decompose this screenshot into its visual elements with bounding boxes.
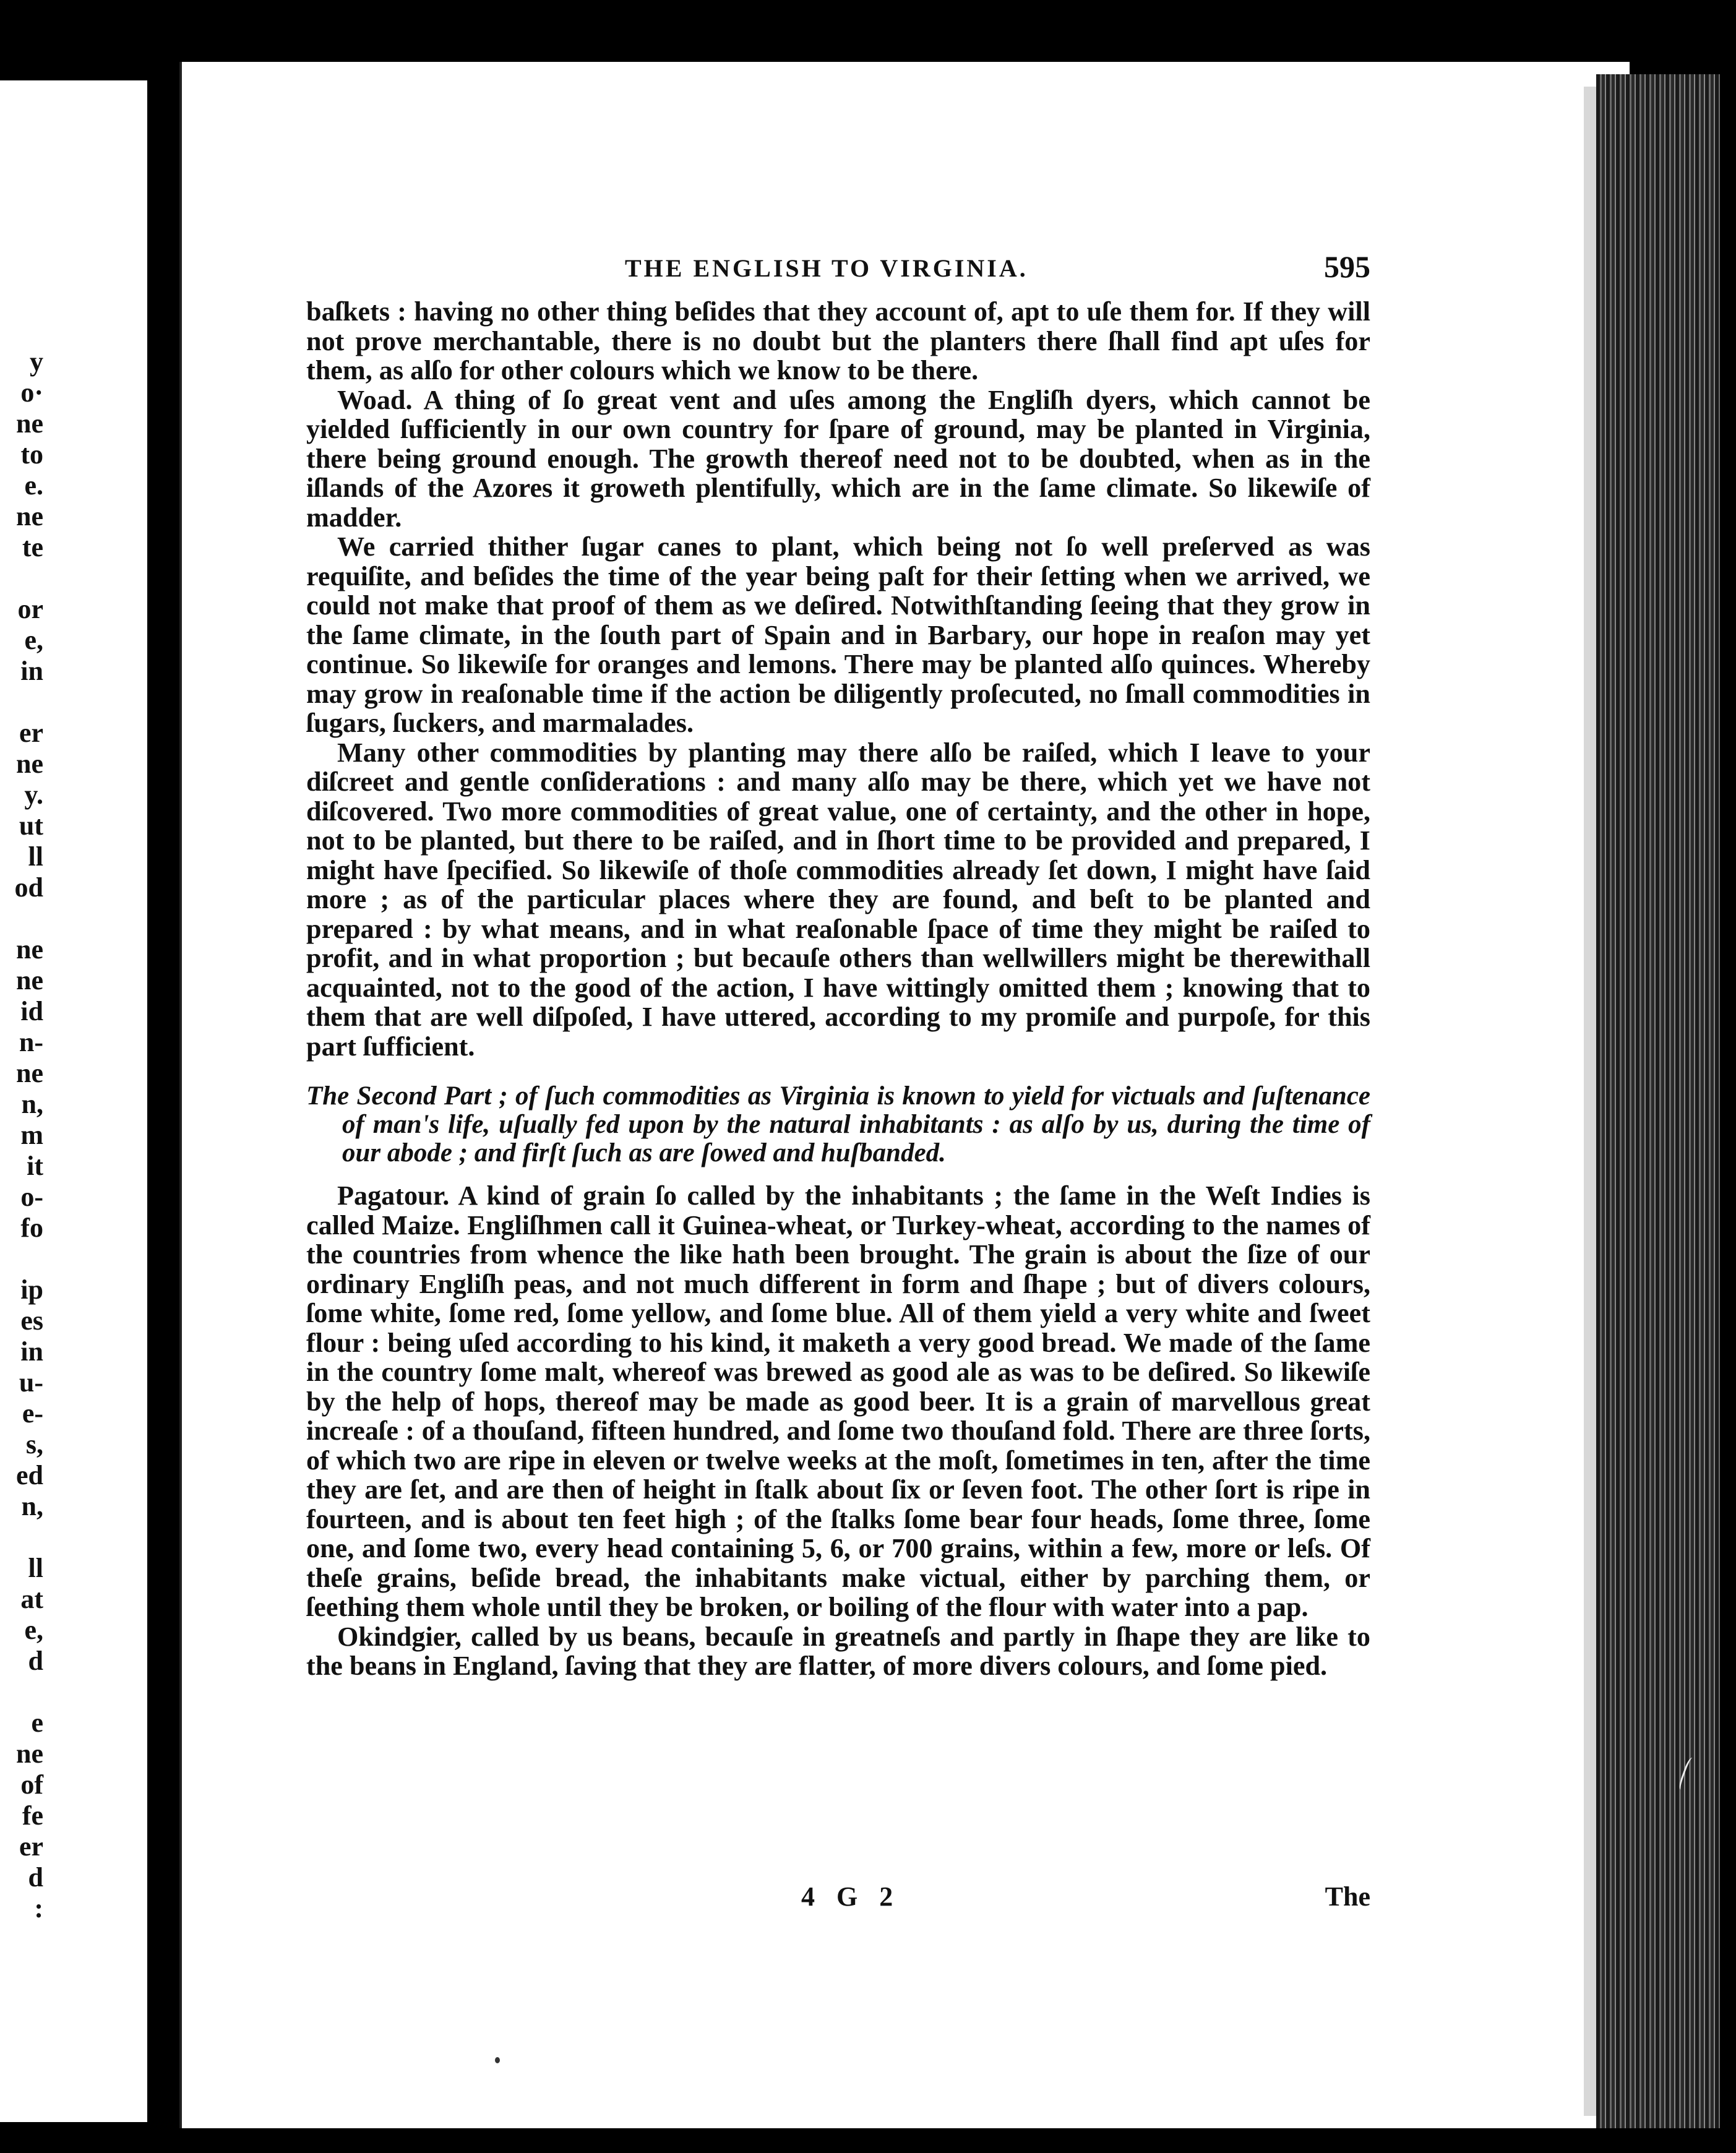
paragraph-other-commodities: Many other commodities by planting may there alſo be raiſed, which I leave to your diſcreet and gentle conſiderations : and many alſo may be there, which yet we have not diſcovered. Two more commodities of great value, one of certainty, and the other in hope, not to be planted, but there to be raiſed, and in ſhort time to be provided and prepared, I might have ſpecified. So likewiſe of thoſe commodities already ſet down, I might have ſaid more ; as of the particular places where they are found, and beſt to be planted and prepared : by what means, and in what reaſonable ſpace of time they might be raiſed to profit, and in what proportion ; but becauſe others than wellwillers might be therewithall acquainted, not to the good of the action, I have wittingly omitted them ; knowing that to them that are well diſpoſed, I have uttered, according to my promiſe and purpoſe, for this part ſufficient. [306, 737, 1370, 1062]
left-page-fragment [0, 1677, 43, 1708]
left-page-fragment: ll [28, 1553, 43, 1583]
left-page-fragment: y [30, 346, 43, 377]
left-page-fragment: es [20, 1305, 43, 1336]
left-page-fragment [0, 1244, 43, 1274]
left-page-fragment: y. [24, 780, 43, 810]
left-page-fragment: or [17, 594, 43, 624]
signature-mark: 4 G 2 [801, 1881, 901, 1912]
left-page-fragment [0, 687, 43, 718]
left-page-fragment: ll [28, 841, 43, 872]
left-page-fragment: ne [16, 749, 43, 779]
section-heading: The Second Part ; of ſuch commodities as Virginia is known to yield for victuals and ſuſtenance of man's life, uſually fed upon by the natural inhabitants : as alſo by us, during the time of our abode ; and firſt ſuch as are ſowed and huſbanded. [306, 1081, 1370, 1167]
left-page-fragment: d [28, 1646, 43, 1676]
left-page-fragment: ed [16, 1460, 43, 1490]
left-page-fragment: fe [22, 1800, 43, 1831]
left-page-fragment: e- [22, 1398, 43, 1429]
left-page-fragment: to [20, 439, 43, 470]
left-page-fragment: id [20, 996, 43, 1026]
page-block-edges [1596, 74, 1720, 2128]
left-page-fragment: e [31, 1708, 43, 1738]
paragraph-okindgier: Okindgier, called by us beans, becauſe in greatneſs and partly in ſhape they are like to the beans in England, ſaving that they are flatter, of more divers colours, and ſome pied. [306, 1621, 1370, 1681]
left-page-fragment: er [19, 718, 43, 748]
left-page-fragment: er [19, 1831, 43, 1862]
left-page-fragment: n, [21, 1089, 43, 1119]
left-page-fragment: n, [21, 1491, 43, 1521]
left-page-fragment [0, 1522, 43, 1553]
left-page-fragment: it [27, 1151, 43, 1181]
page-footer [306, 1881, 1370, 1918]
paragraph-pagatour: Pagatour. A kind of grain ſo called by the inhabitants ; the ſame in the Weſt Indies is called Maize. Engliſhmen call it Guinea-wheat, or Turkey-wheat, according to the names of the countries from whence the like hath been brought. The grain is about the ſize of our ordinary Engliſh peas, and not much different in form and ſhape ; but of divers colours, ſome white, ſome red, ſome yellow, and ſome blue. All of them yield a very white and ſweet flour : being uſed according to his kind, it maketh a very good bread. We made of the ſame in the country ſome malt, whereof was brewed as good ale as was to be deſired. So likewiſe by the help of hops, thereof may be made as good beer. It is a grain of marvellous great increaſe : of a thouſand, fifteen hundred, and ſome two thouſand fold. There are three ſorts, of which two are ripe in eleven or twelve weeks at the moſt, ſometimes in ten, after the time they are ſet, and are then of height in ſtalk about ſix or ſeven foot. The other ſort is ripe in fourteen, and is about ten feet high ; of the ſtalks ſome bear four heads, ſome three, ſome one, and ſome two, every head containing 5, 6, or 700 grains, within a few, more or leſs. Of theſe grains, beſide bread, the inhabitants make victual, either by parching them, or ſeething them whole until they be broken, or boiling of the flour with water into a pap. [306, 1180, 1370, 1622]
left-page-fragment: ut [19, 810, 43, 841]
left-page-fragment: e. [24, 470, 43, 501]
left-page-fragment: u- [19, 1367, 43, 1398]
left-page-fragment: ne [16, 934, 43, 965]
left-page-fragment: ne [16, 408, 43, 439]
catchword: The [1325, 1881, 1370, 1912]
left-page-fragment: in [20, 656, 43, 686]
left-page-text-fragments [0, 346, 43, 1924]
left-page-fragment: e, [24, 625, 43, 655]
body-text [306, 297, 1370, 1681]
ink-speck [495, 2057, 500, 2063]
page-number: 595 [1324, 249, 1370, 284]
left-page-fragment: : [34, 1893, 43, 1923]
left-page-fragment: s, [25, 1429, 43, 1459]
left-page-fragment: o- [20, 1182, 43, 1212]
left-facing-page [0, 80, 147, 2122]
left-page-fragment: n- [19, 1027, 43, 1057]
left-page-fragment: o· [20, 377, 43, 408]
paragraph-baskets: baſkets : having no other thing beſides that they account of, apt to uſe them for. If they will not prove merchantable, there is no doubt but the planters there ſhall find apt uſes for them, as alſo for other colours which we know to be there. [306, 296, 1370, 385]
left-page-fragment: od [14, 872, 43, 903]
left-page-fragment [0, 563, 43, 594]
left-page-fragment: of [20, 1769, 43, 1800]
paragraph-woad: Woad. A thing of ſo great vent and uſes among the Engliſh dyers, which cannot be yielded ſufficiently in our own country for ſpare of ground, may be planted in Virginia, there being ground enough. The growth thereof need not to be doubted, when as in the iſlands of the Azores it groweth plentifully, which are in the ſame climate. So likewiſe of madder. [306, 384, 1370, 533]
left-page-fragment: ne [16, 501, 43, 531]
left-page-fragment: at [20, 1584, 43, 1614]
left-page-fragment: e, [24, 1615, 43, 1645]
left-page-fragment: ip [20, 1274, 43, 1305]
left-page-fragment: ne [16, 1058, 43, 1088]
running-head: THE ENGLISH TO VIRGINIA. [625, 254, 1028, 282]
paragraph-sugar-canes: We carried thither ſugar canes to plant, which being not ſo well preſerved as was requiſite, and beſides the time of the year being paſt for their ſetting when we arrived, we could not make that proof of them as we deſired. Notwithſtanding ſeeing that they grow in the ſame climate, in the ſouth part of Spain and in Barbary, our hope in reaſon may yet continue. So likewiſe for oranges and lemons. There may be planted alſo quinces. Whereby may grow in reaſonable time if the action be diligently proſecuted, no ſmall commodities in ſugars, ſuckers, and marmalades. [306, 531, 1370, 738]
left-page-fragment: m [20, 1120, 43, 1150]
left-page-fragment: fo [20, 1213, 43, 1243]
left-page-fragment: in [20, 1336, 43, 1367]
left-page-fragment: ne [16, 1738, 43, 1769]
left-page-fragment: d [28, 1862, 43, 1893]
left-page-fragment [0, 903, 43, 934]
left-page-fragment: ne [16, 965, 43, 995]
left-page-fragment: te [22, 532, 43, 562]
